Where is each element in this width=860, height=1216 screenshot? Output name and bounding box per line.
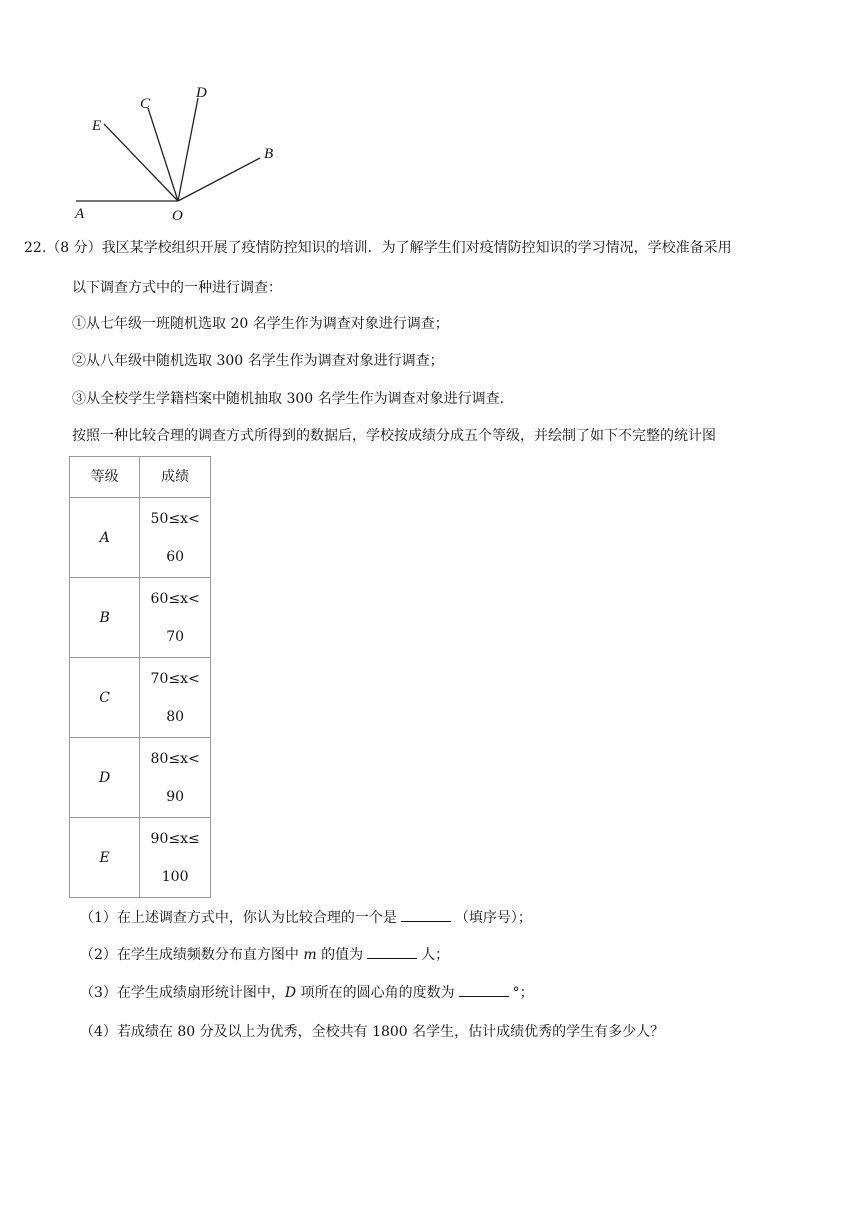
- table-cell-grade: D: [70, 738, 140, 818]
- ray-OC: [148, 108, 178, 201]
- sq3-suffix: °；: [512, 985, 534, 1001]
- ray-OD: [178, 98, 198, 201]
- option-2: ②从八年级中随机选取 300 名学生作为调查对象进行调查；: [72, 353, 444, 369]
- table-header-grade: 等级: [70, 457, 140, 498]
- sq1-suffix: （填序号）；: [454, 910, 532, 926]
- range-top: 80≤x<: [150, 750, 200, 767]
- question-score: （8 分）: [46, 240, 102, 256]
- question-number: 22.: [24, 240, 47, 256]
- answer-blank-2[interactable]: [367, 944, 417, 959]
- range-top: 70≤x<: [150, 670, 200, 687]
- label-D: D: [196, 85, 207, 101]
- range-top: 50≤x<: [150, 510, 200, 527]
- table-row: [70, 818, 211, 898]
- table-row: [70, 738, 211, 818]
- angle-figure-svg: [60, 78, 300, 228]
- range-bottom: 60: [166, 548, 185, 565]
- table-cell-range: [140, 818, 211, 898]
- sq3-text: （3）在学生成绩扇形统计图中，: [80, 985, 285, 1001]
- label-C: C: [140, 96, 151, 112]
- answer-blank-1[interactable]: [401, 907, 451, 922]
- sub-question-1: [80, 906, 840, 930]
- option-3: ③从全校学生学籍档案中随机抽取 300 名学生作为调查对象进行调查．: [72, 391, 514, 407]
- sq3-mid: 项所在的圆心角的度数为: [300, 985, 455, 1001]
- answer-blank-3[interactable]: [459, 982, 509, 997]
- question-intro-1: 我区某学校组织开展了疫情防控知识的培训．为了解学生们对疫情防控知识的学习情况，学校准备采用: [101, 240, 732, 256]
- table-cell-range: [140, 738, 211, 818]
- label-A: A: [75, 206, 85, 222]
- question-summary: 按照一种比较合理的调查方式所得到的数据后，学校按成绩分成五个等级，并绘制了如下不完整的统计图: [72, 428, 716, 444]
- table-cell-grade: B: [70, 578, 140, 658]
- table-header-row: [70, 457, 211, 498]
- grade-table: [69, 456, 211, 898]
- range-bottom: 70: [166, 628, 185, 645]
- sq2-var: m: [303, 947, 317, 963]
- table-row: [70, 578, 211, 658]
- label-B: B: [264, 146, 274, 162]
- label-E: E: [92, 118, 102, 134]
- range-top: 60≤x<: [150, 590, 200, 607]
- table-cell-grade: C: [70, 658, 140, 738]
- range-bottom: 90: [166, 788, 185, 805]
- option-1: ①从七年级一班随机选取 20 名学生作为调查对象进行调查；: [72, 316, 449, 332]
- sq2-suffix: 人；: [421, 947, 450, 963]
- sub-question-4: （4）若成绩在 80 分及以上为优秀，全校共有 1800 名学生，估计成绩优秀的学生有多少人？: [80, 1024, 665, 1040]
- sq1-text: （1）在上述调查方式中，你认为比较合理的一个是: [80, 910, 397, 926]
- ray-OE: [104, 124, 178, 201]
- table-row: [70, 498, 211, 578]
- question-intro: [24, 236, 824, 260]
- ray-OB: [178, 158, 260, 201]
- question-intro-2: 以下调查方式中的一种进行调查：: [72, 280, 282, 296]
- table-cell-range: [140, 658, 211, 738]
- table-row: [70, 658, 211, 738]
- table-cell-range: [140, 578, 211, 658]
- label-O: O: [172, 208, 183, 224]
- range-bottom: 80: [166, 708, 185, 725]
- angle-figure: [60, 78, 300, 228]
- table-header-score: 成绩: [140, 457, 211, 498]
- sq2-text: （2）在学生成绩频数分布直方图中: [80, 947, 299, 963]
- sub-question-2: [80, 943, 840, 967]
- sub-question-3: [80, 981, 840, 1005]
- sq2-mid: 的值为: [321, 947, 364, 963]
- table-cell-grade: E: [70, 818, 140, 898]
- range-top: 90≤x≤: [150, 830, 200, 847]
- table-cell-grade: A: [70, 498, 140, 578]
- sq3-var: D: [284, 985, 297, 1001]
- table-cell-range: [140, 498, 211, 578]
- range-bottom: 100: [161, 868, 189, 885]
